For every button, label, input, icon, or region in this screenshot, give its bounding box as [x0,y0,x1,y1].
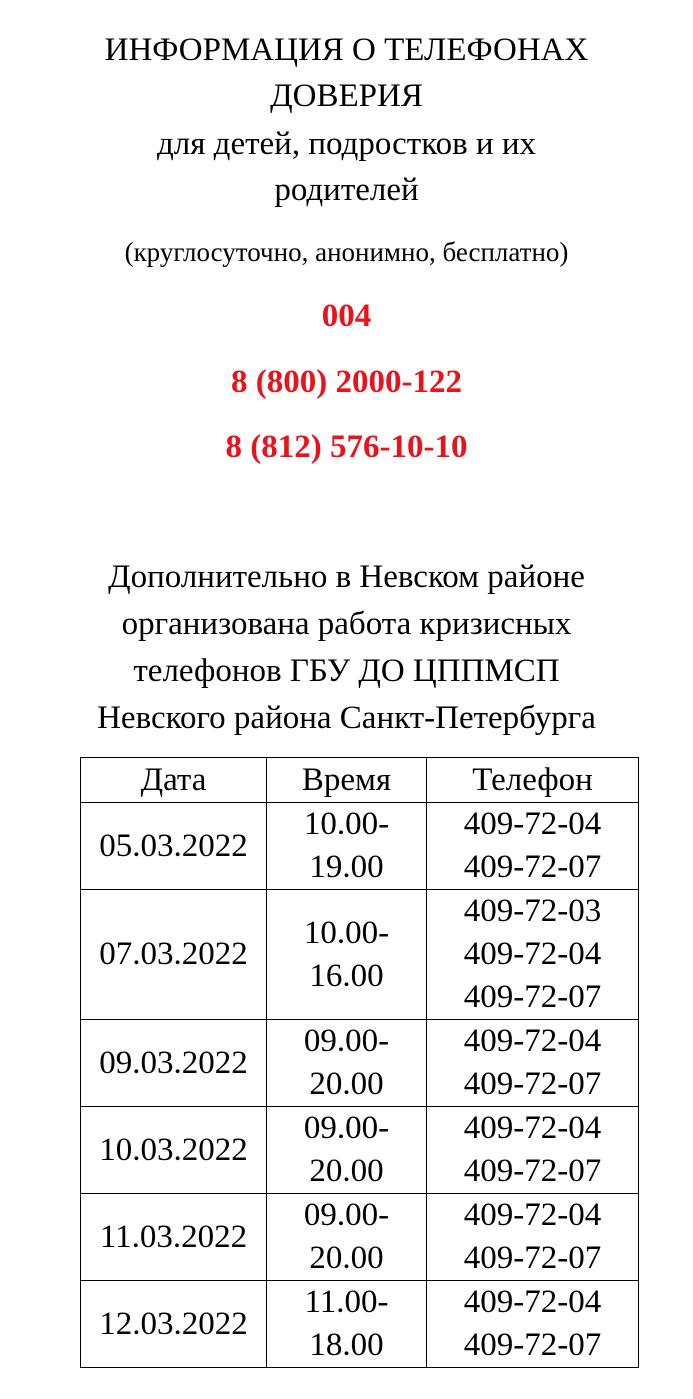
phone-number: 409-72-04 [463,806,602,842]
phone-number: 409-72-04 [463,1284,602,1320]
additional-info-line: Дополнительно в Невском районе [108,559,585,595]
phone-cell [427,890,639,1020]
phone-number: 409-72-04 [463,1110,602,1146]
time-cell [267,803,427,890]
additional-info-line: телефонов ГБУ ДО ЦППМСП [133,653,560,689]
phone-number: 409-72-07 [463,1327,602,1363]
additional-info-line: Невского района Санкт-Петербурга [97,700,596,736]
phone-number: 409-72-03 [463,893,602,929]
table-row [81,1107,639,1194]
crisis-phone-schedule-table [80,757,639,1368]
time-end: 16.00 [309,957,384,994]
time-cell [267,890,427,1020]
phone-number: 409-72-07 [463,1153,602,1189]
phone-number: 409-72-07 [463,849,602,885]
additional-info-line: организована работа кризисных [121,606,572,642]
phone-cell [427,1194,639,1281]
time-cell [267,1107,427,1194]
hotline-number: 8 (800) 2000-122 [231,364,462,400]
phone-number: 409-72-04 [463,936,602,972]
phone-cell [427,803,639,890]
phone-number: 409-72-04 [463,1197,602,1233]
phone-cell [427,1107,639,1194]
time-start: 09.00- [303,1023,390,1059]
date-cell: 11.03.2022 [81,1194,267,1281]
column-header-date: Дата [81,758,267,803]
phone-number: 409-72-04 [463,1023,602,1059]
table-header-row [81,758,639,803]
subtitle-line-2: родителей [274,172,419,208]
time-start: 10.00- [303,914,390,951]
hotline-number: 8 (812) 576-10-10 [225,429,468,465]
column-header-time: Время [267,758,427,803]
table-row [81,890,639,1020]
title-line-1: ИНФОРМАЦИЯ О ТЕЛЕФОНАХ [104,32,589,68]
table-row [81,1194,639,1281]
time-end: 19.00 [309,849,384,885]
date-cell: 10.03.2022 [81,1107,267,1194]
time-start: 11.00- [304,1284,389,1320]
table-row [81,1281,639,1368]
time-end: 20.00 [309,1153,384,1189]
table-row [81,1020,639,1107]
phone-number: 409-72-07 [463,1240,602,1276]
time-end: 18.00 [309,1327,384,1363]
date-cell: 07.03.2022 [81,890,267,1020]
time-start: 09.00- [303,1197,390,1233]
date-cell: 12.03.2022 [81,1281,267,1368]
phone-cell [427,1281,639,1368]
time-cell [267,1020,427,1107]
date-cell: 09.03.2022 [81,1020,267,1107]
phone-cell [427,1020,639,1107]
time-cell [267,1194,427,1281]
table-row [81,803,639,890]
hotline-number: 004 [321,298,372,334]
availability-note: (круглосуточно, анонимно, бесплатно) [124,237,569,267]
title-line-2: ДОВЕРИЯ [270,78,423,114]
time-end: 20.00 [309,1240,384,1276]
time-start: 09.00- [303,1110,390,1146]
phone-number: 409-72-07 [463,979,602,1015]
table-body [81,803,639,1368]
column-header-phone: Телефон [427,758,639,803]
phone-number: 409-72-07 [463,1066,602,1102]
time-start: 10.00- [303,806,390,842]
subtitle-line-1: для детей, подростков и их [156,126,536,162]
time-end: 20.00 [309,1066,384,1102]
date-cell: 05.03.2022 [81,803,267,890]
time-cell [267,1281,427,1368]
